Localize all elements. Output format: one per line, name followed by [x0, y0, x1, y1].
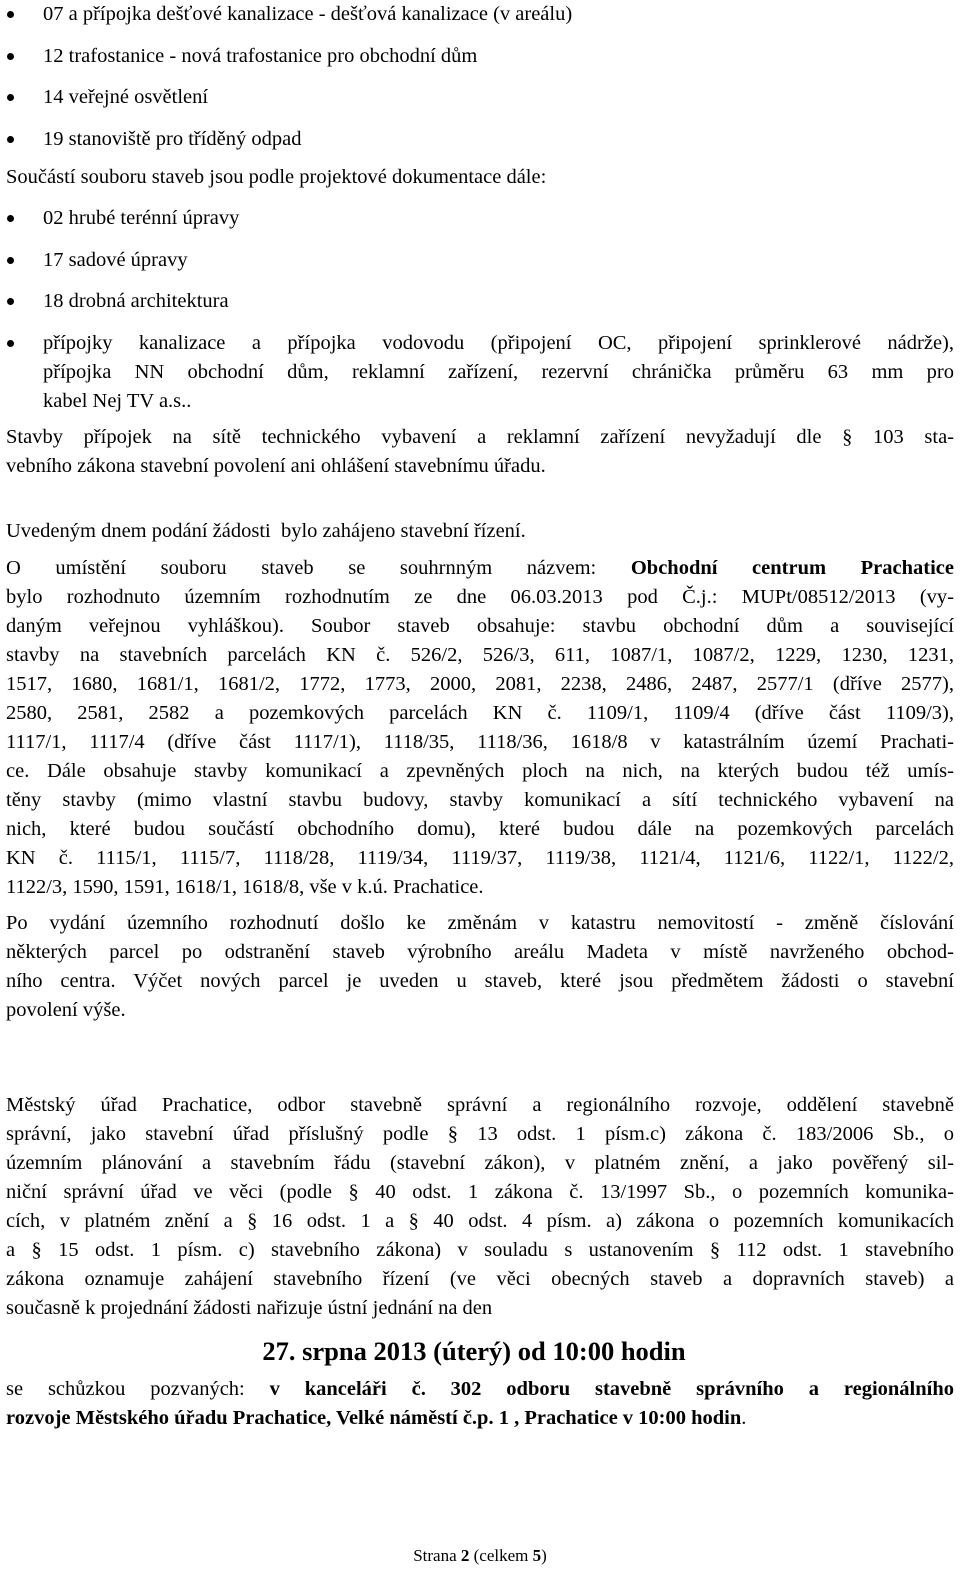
page-footer: Strana 2 (celkem 5): [413, 1546, 547, 1565]
list-item-line: přípojky kanalizace a přípojka vodovodu (připojení OC, připojení sprinklerové nádrže),: [43, 331, 954, 354]
list-item: 19 stanoviště pro tříděný odpad: [6, 125, 954, 154]
project-name: Obchodní centrum Prachatice: [630, 556, 954, 579]
paragraph-line: 1117/1, 1117/4 (dříve část 1117/1), 1118/35, 1118/36, 1618/8 v katastrálním území Prachati-: [6, 730, 954, 753]
paragraph-line: ního centra. Výčet nových parcel je uveden u staveb, které jsou předmětem žádosti o stavební: [6, 969, 954, 992]
paragraph-line: bylo rozhodnuto územním rozhodnutím ze dne 06.03.2013 pod Č.j.: MUPt/08512/2013 (vy-: [6, 585, 954, 608]
list-item: 07 a přípojka dešťové kanalizace - dešťová kanalizace (v areálu): [6, 0, 954, 29]
paragraph-line: rozvoje Městského úřadu Prachatice, Velké náměstí č.p. 1 , Prachatice v 10:00 hodin.: [6, 1406, 747, 1429]
paragraph-line: 1517, 1680, 1681/1, 1681/2, 1772, 1773, 2000, 2081, 2238, 2486, 2487, 2577/1 (dříve 2577),: [6, 672, 954, 695]
meeting-location: v kanceláři č. 302 odboru stavebně správního a regionálního: [269, 1377, 954, 1400]
list-item: 14 veřejné osvětlení: [6, 83, 954, 112]
paragraph-line: zákona oznamuje zahájení stavebního řízení (ve věci obecných staveb a dopravních staveb) a: [6, 1267, 954, 1290]
paragraph-uvedenym: Uvedeným dnem podání žádosti bylo zahájeno stavební řízení.: [6, 519, 526, 542]
list-item-line: přípojka NN obchodní dům, reklamní zařízení, rezervní chránička průměru 63 mm pro: [43, 360, 954, 383]
paragraph-line: Městský úřad Prachatice, odbor stavebně správní a regionálního rozvoje, oddělení stavebně: [6, 1093, 954, 1116]
bullet-list-structures: [6, 0, 954, 154]
paragraph-line: KN č. 1115/1, 1115/7, 1118/28, 1119/34, 1119/37, 1119/38, 1121/4, 1121/6, 1122/1, 1122/2,: [6, 846, 954, 869]
paragraph-line: 1122/3, 1590, 1591, 1618/1, 1618/8, vše v k.ú. Prachatice.: [6, 875, 484, 898]
paragraph-line: a § 15 odst. 1 písm. c) stavebního zákona) v souladu s ustanovením § 112 odst. 1 stavebního: [6, 1238, 954, 1261]
paragraph-mestsky-urad: [6, 1091, 954, 1323]
paragraph-line: územním plánování a stavebním řádu (stavební zákon), v platném znění, a jako pověřený sil-: [6, 1151, 954, 1174]
intro-sentence: Součástí souboru staveb jsou podle projektové dokumentace dále:: [6, 166, 547, 188]
page-total: 5: [532, 1546, 542, 1565]
paragraph-line: nich, které budou součástí obchodního domu), které budou dále na pozemkových parcelách: [6, 817, 954, 840]
paragraph-line: Po vydání územního rozhodnutí došlo ke změnám v katastru nemovitostí - změně číslování: [6, 911, 954, 934]
paragraph-line: správní, jako stavební úřad příslušný podle § 13 odst. 1 písm.c) zákona č. 183/2006 Sb., o: [6, 1122, 954, 1145]
list-item: 17 sadové úpravy: [6, 246, 954, 275]
paragraph-line: 2580, 2581, 2582 a pozemkových parcelách KN č. 1109/1, 1109/4 (dříve část 1109/3),: [6, 701, 954, 724]
paragraph-line: daným veřejnou vyhláškou). Soubor staveb obsahuje: stavbu obchodní dům a související: [6, 614, 954, 637]
list-item: 12 trafostanice - nová trafostanice pro obchodní dům: [6, 42, 954, 71]
bullet-list-additional: [6, 204, 954, 416]
list-item: 18 drobná architektura: [6, 287, 954, 316]
paragraph-line: stavby na stavebních parcelách KN č. 526/2, 526/3, 611, 1087/1, 1087/2, 1229, 1230, 1231,: [6, 643, 954, 666]
paragraph-line: niční správní úřad ve věci (podle § 40 odst. 1 zákona č. 13/1997 Sb., o pozemních komunika-: [6, 1180, 954, 1203]
paragraph-line: Stavby přípojek na sítě technického vybavení a reklamní zařízení nevyžadují dle § 103 sta-: [6, 425, 954, 448]
paragraph-line: O umístění souboru staveb se souhrnným názvem: Obchodní centrum Prachatice: [6, 556, 954, 579]
paragraph-line: ce. Dále obsahuje stavby komunikací a zpevněných ploch na nich, na kterých budou též umís-: [6, 759, 954, 782]
paragraph-line: vebního zákona stavební povolení ani ohlášení stavebnímu úřadu.: [6, 454, 546, 477]
document-body: [6, 0, 954, 1433]
meeting-location-cont: rozvoje Městského úřadu Prachatice, Velké náměstí č.p. 1 , Prachatice v 10:00 hodin: [6, 1406, 742, 1429]
paragraph-line: těny stavby (mimo vlastní stavbu budovy, stavby komunikací a sítí technického vybavení na: [6, 788, 954, 811]
list-item: [6, 329, 954, 416]
paragraph-meeting-place: [6, 1375, 954, 1433]
paragraph-line: současně k projednání žádosti nařizuje ústní jednání na den: [6, 1296, 493, 1319]
paragraph-line: se schůzkou pozvaných: v kanceláři č. 302 odboru stavebně správního a regionálního: [6, 1377, 954, 1400]
paragraph-o-umisteni: [6, 554, 954, 902]
list-item-line: kabel Nej TV a.s..: [43, 389, 192, 412]
paragraph-line: povolení výše.: [6, 998, 126, 1021]
paragraph-po-vydani: [6, 909, 954, 1025]
paragraph-line: cích, v platném znění a § 16 odst. 1 a § 40 odst. 4 písm. a) zákona o pozemních komunikacích: [6, 1209, 954, 1232]
list-item: 02 hrubé terénní úpravy: [6, 204, 954, 233]
paragraph-stavby: [6, 423, 954, 481]
page-number: 2: [460, 1546, 470, 1565]
paragraph-line: některých parcel po odstranění staveb výrobního areálu Madeta v místě navrženého obchod-: [6, 940, 954, 963]
hearing-date: 27. srpna 2013 (úterý) od 10:00 hodin: [262, 1335, 686, 1366]
